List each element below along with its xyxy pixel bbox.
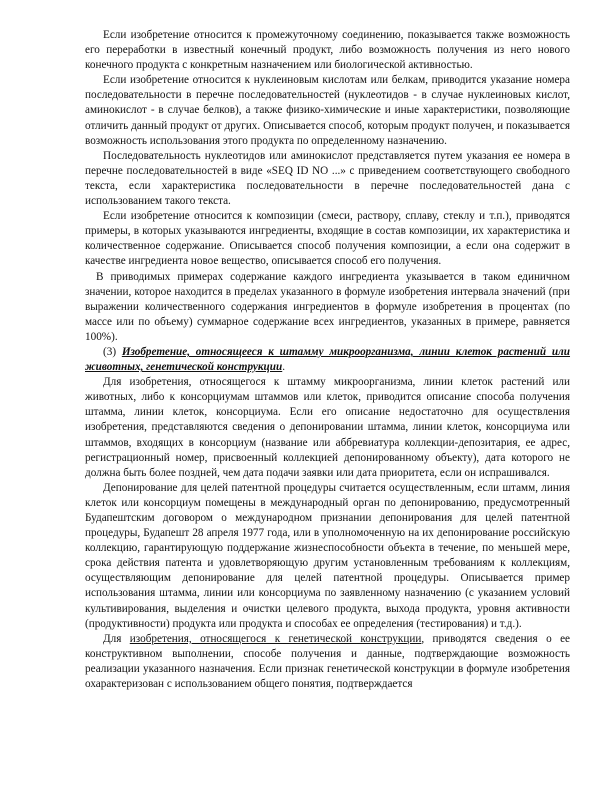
genetic-construct-lead: Для — [103, 632, 130, 645]
genetic-construct-underlined: изобретения, относящегося к генетической конструкции — [129, 632, 422, 645]
paragraph-intermediate-compound: Если изобретение относится к промежуточному соединению, показывается также возможность его переработки в известный конечный продукт, либо возможность получения из него нового конечного продукта с конкретным назначением или биологической активностью. — [85, 29, 570, 72]
genetic-construct-rest: , приводятся сведения о ее конструктивном выполнении, способе получения и данные, подтверждающие возможность реализации указанного назначения. Если признак генетической конструкции в формуле изобретения охарактеризован с использованием общего понятия, подтверждается — [85, 632, 571, 691]
section-heading-text: Изобретение, относящееся к штамму микроорганизма, линии клеток растений или животных, генетической конструкции — [85, 345, 571, 374]
paragraph-composition: Если изобретение относится к композиции (смеси, раствору, сплаву, стеклу и т.п.), приводятся примеры, в которых указываются ингредиенты, входящие в состав композиции, их характеристика и количественное содержание. Описывается способ получения композиции, а если она содержит в качестве ингредиента новое вещество, описывается способ его получения. — [85, 210, 570, 268]
paragraph-strain-description: Для изобретения, относящегося к штамму микроорганизма, линии клеток растений или животных, либо к консорциумам штаммов или клеток, приводится описание способа получения штамма, линии клеток, консорциума. Если его описание недостаточно для осуществления изобретения, представляются сведения о депонировании штамма, линии клеток, консорциума или штаммов, входящих в консорциум (название или аббревиатура коллекции-депозитария, ее адрес, регистрационный номер, присвоенный коллекцией депонированному объекту), дата которого не должна быть более поздней, чем дата подачи заявки или дата приоритета, если он испрашивался. — [85, 376, 570, 479]
paragraph-ingredient-content: В приводимых примерах содержание каждого ингредиента указывается в таком единичном значении, которое находится в пределах указанного в формуле изобретения интервала значений (при выражении количественного содержания ингредиентов в формуле изобретения в процентах (по массе или по объему) суммарное содержание всех ингредиентов, указанных в примере, равняется 100%). — [85, 270, 570, 343]
section-heading-period: . — [282, 361, 286, 374]
paragraph-deposit: Депонирование для целей патентной процедуры считается осуществленным, если штамм, линия клеток или консорциум помещены в международный орган по депонированию, предусмотренный Будапештским договором о международном признании депонирования для целей патентной процедуры, Будапешт 28 апреля 1977 года, или в уполномоченную на их депонирование российскую коллекцию, гарантирующую поддержание жизнеспособности объекта в течение, по меньшей мере, срока действия патента и удовлетворяющую другим установленным требованиям к коллекциям, осуществляющим депонирование для целей патентной процедуры. Описывается пример использования штамма, линии или консорциума по заявленному назначению (с указанием условий культивирования, выделения и очистки целевого продукта, выхода продукта, уровня активности (продуктивности) продукта или продукта и способах ее определения (тестирования) и т.д.). — [85, 481, 570, 630]
section-number: (3) — [103, 345, 122, 358]
paragraph-sequence-listing: Последовательность нуклеотидов или аминокислот представляется путем указания ее номера в перечне последовательностей в виде «SEQ ID NO ...» с приведением соответствующего свободного текста, если характеристика последовательности в перечне последовательностей дана с использованием такого текста. — [85, 149, 570, 208]
section-heading-strain — [85, 345, 570, 375]
paragraph-nucleic-acids: Если изобретение относится к нуклеиновым кислотам или белкам, приводится указание номера последовательности в перечне последовательностей (нуклеотидов - в случае нуклеиновых кислот, аминокислот - в случае белков), а также физико-химические и иные характеристики, позволяющие отличить данный продукт от других. Описывается способ, которым продукт получен, и показывается возможность использования этого продукта по определенному назначению. — [85, 74, 570, 147]
document-page — [85, 28, 570, 692]
paragraph-genetic-construct — [85, 632, 570, 692]
